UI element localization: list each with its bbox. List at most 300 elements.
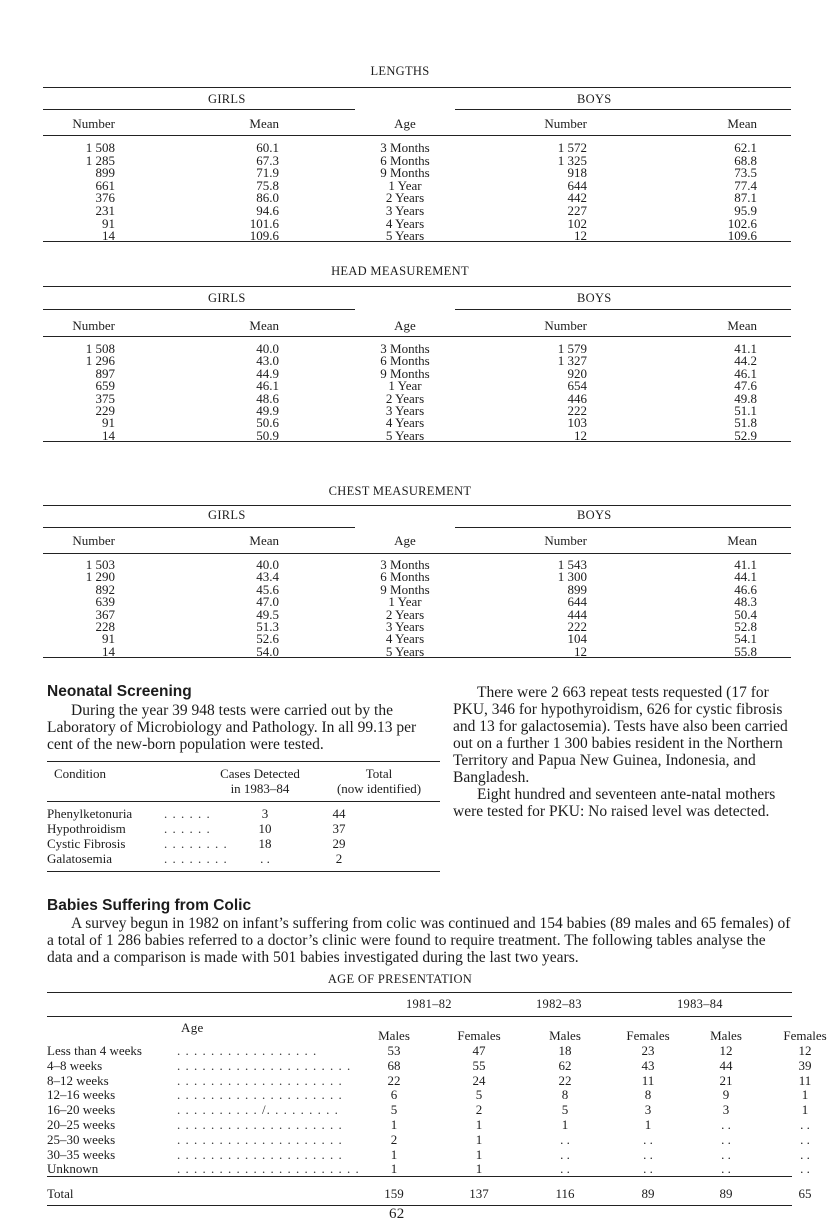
cell-number-boys: 12 [574,427,587,443]
total-value: 89 [719,1186,733,1201]
cell-number-boys: 222 [567,403,587,418]
age-count: 1 [644,1117,652,1132]
cell-number-boys: 1 572 [557,140,587,155]
leader-dots: . . . . . . . . . . . . . . . . . . . . [177,1087,343,1103]
total-value: 89 [641,1186,655,1201]
header-mean-girls: Mean [249,533,279,548]
age-count: 8 [644,1087,652,1103]
age-count: 1 [475,1131,483,1147]
cell-age: 6 Months [380,353,430,369]
cell-number-girls: 897 [95,365,115,381]
rule [455,527,791,528]
total-identified: 37 [332,821,346,836]
cell-number-girls: 661 [95,177,115,193]
leader-dots: . . . . . . . . . . . . . . . . . . . . [177,1131,343,1147]
antenatal-paragraph: Eight hundred and seventeen ante-natal mothers were tested for PKU: No raised level was detected. [453,786,776,820]
cell-mean-girls: 43.0 [256,353,279,369]
cell-mean-boys: 46.1 [734,365,757,381]
cell-number-girls: 1 290 [85,569,115,585]
cell-number-girls: 1 508 [85,341,115,356]
rule [47,871,440,872]
leader-dots: . . . . . . . . . . /. . . . . . . . . [177,1102,339,1118]
rule [43,441,791,442]
cell-age: 9 Months [380,165,430,181]
cell-number-girls: 639 [95,594,115,610]
cell-mean-boys: 95.9 [734,203,757,218]
header-age: Age [394,318,416,333]
cell-mean-boys: 102.6 [727,215,757,231]
cell-age: 3 Years [385,619,425,634]
age-count: 1 [475,1146,483,1162]
cell-mean-boys: 52.8 [734,619,757,634]
rule [43,657,791,658]
cell-mean-girls: 50.9 [256,427,279,443]
rule [43,336,791,337]
cell-number-girls: 899 [95,165,115,181]
cell-number-boys: 104 [567,631,587,647]
cell-mean-girls: 94.6 [256,203,279,218]
leader-dots: . . . . . . . . [164,836,228,851]
females-header: Females [783,1028,827,1043]
cell-mean-girls: 75.8 [256,177,279,193]
age-row [47,1146,810,1162]
cell-age: 1 Year [388,594,422,610]
cell-number-girls: 229 [95,403,115,418]
rule [47,801,440,802]
cell-age: 5 Years [385,228,425,244]
cell-mean-boys: 68.8 [734,152,757,168]
females-header: Females [457,1028,501,1043]
age-row [47,1161,810,1177]
cell-number-boys: 1 543 [557,557,587,572]
age-count: 11 [798,1072,812,1088]
age-row [47,1072,812,1088]
rule [43,87,791,88]
cell-mean-girls: 43.4 [256,569,279,585]
leader-dots: . . . . . . . . . . . . . . . . . . . . [177,1146,343,1162]
column-header-row [0,116,800,131]
cell-mean-girls: 109.6 [249,228,279,244]
age-count: 8 [561,1087,569,1103]
age-count: 39 [798,1057,812,1073]
cell-number-girls: 1 508 [85,140,115,155]
rule [47,1016,792,1017]
age-row [47,1057,812,1073]
age-count: . . [721,1131,731,1147]
age-label: Unknown [47,1161,99,1177]
header-mean-girls: Mean [249,116,279,131]
cell-number-boys: 899 [567,581,587,597]
cell-mean-boys: 44.2 [734,353,757,369]
cell-number-boys: 920 [567,365,587,381]
leader-dots: . . . . . . . . . . . . . . . . . . . . . [177,1057,352,1073]
age-count: . . [721,1146,731,1162]
age-label: Less than 4 weeks [47,1043,142,1058]
age-row [47,1117,810,1132]
age-row [47,1102,809,1118]
rule [47,761,440,762]
cases-detected: 18 [258,836,272,851]
cell-mean-girls: 71.9 [256,165,279,181]
age-count: . . [560,1146,570,1162]
rule [43,286,791,287]
age-count: 22 [558,1072,572,1088]
condition-name: Hypothroidism [47,821,126,836]
leader-dots: . . . . . . . . [164,851,228,866]
cell-age: 6 Months [380,152,430,168]
leader-dots: . . . . . . . . . . . . . . . . . [177,1043,318,1058]
age-count: . . [800,1131,810,1147]
age-count: . . [643,1161,653,1177]
total-value: 116 [555,1186,575,1201]
neonatal-heading: Neonatal Screening [47,683,192,700]
cell-number-girls: 659 [95,378,115,394]
age-count: 1 [801,1087,809,1103]
age-count: 1 [475,1117,483,1132]
cell-number-girls: 376 [95,190,115,206]
cell-age: 3 Months [380,140,430,155]
age-count: 44 [719,1057,733,1073]
cases-detected: . . [260,851,270,866]
cell-mean-girls: 54.0 [256,643,279,659]
lengths-title: LENGTHS [370,64,430,78]
header-number-boys: Number [544,318,587,333]
age-count: 1 [390,1117,398,1132]
boys-label: BOYS [577,291,612,305]
age-count: 12 [719,1043,733,1058]
total-header-line1: Total [365,766,393,781]
age-table-title: AGE OF PRESENTATION [327,972,473,986]
age-count: 1 [475,1161,483,1177]
cell-mean-girls: 50.6 [256,415,279,431]
cell-mean-boys: 50.4 [734,606,757,622]
cell-mean-boys: 52.9 [734,427,757,443]
cell-age: 2 Years [385,190,425,206]
cell-age: 3 Months [380,341,430,356]
cell-mean-boys: 73.5 [734,165,757,181]
total-value: 159 [384,1186,404,1201]
cell-number-boys: 442 [567,190,587,206]
cell-age: 4 Years [385,631,425,647]
age-count: 62 [558,1057,572,1073]
age-label: 8–12 weeks [47,1072,109,1088]
neonatal-intro-text: During the year 39 948 tests were carried out by the Laboratory of Microbiology and Pathology. In all 99.13 per cent of the new-born population were tested. [47,702,417,753]
header-number-boys: Number [544,116,587,131]
cell-number-boys: 444 [567,606,587,622]
header-age: Age [394,116,416,131]
age-row [47,1131,810,1147]
age-count: 68 [387,1057,401,1073]
cell-age: 3 Months [380,557,430,572]
total-identified: 29 [332,836,346,851]
cell-number-girls: 367 [95,606,115,622]
header-number-girls: Number [72,116,115,131]
cell-mean-boys: 87.1 [734,190,757,206]
total-identified: 44 [332,806,346,821]
condition-row [47,806,352,820]
age-count: 3 [644,1102,652,1118]
cases-header [205,766,315,796]
cell-number-girls: 231 [95,203,115,218]
age-label: 4–8 weeks [47,1057,103,1073]
cell-mean-boys: 62.1 [734,140,757,155]
cell-age: 4 Years [385,415,425,431]
colic-paragraph-text: A survey begun in 1982 on infant’s suffering from colic was continued and 154 babies (89 males and 65 females) of a total of 1 286 babies referred to a doctor’s clinic were found to require treatment. The following tables analyse the data and a comparison is made with 501 babies investigated during the last two years. [47,915,791,966]
age-count: 5 [475,1087,483,1103]
header-mean-boys: Mean [727,116,757,131]
age-count: 2 [475,1102,483,1118]
sub-header-row [47,1028,827,1043]
condition-name: Cystic Fibrosis [47,836,126,851]
boys-label: BOYS [577,92,612,106]
cell-number-boys: 1 325 [557,152,587,168]
rule [43,109,355,110]
age-count: 43 [641,1057,655,1073]
rule [43,309,355,310]
cell-mean-girls: 52.6 [256,631,279,647]
rule [47,992,792,993]
age-count: 21 [719,1072,733,1088]
age-count: 47 [472,1043,486,1058]
cell-number-boys: 12 [574,643,587,659]
age-count: 1 [390,1161,398,1177]
cell-mean-girls: 40.0 [256,557,279,572]
condition-header: Condition [54,766,107,781]
cell-number-girls: 375 [95,390,115,406]
age-count: 55 [472,1057,486,1073]
rule [43,135,791,136]
year-1981-82: 1981–82 [406,997,452,1011]
colic-paragraph [47,915,792,966]
cell-mean-girls: 60.1 [256,140,279,155]
leader-dots: . . . . . . [164,821,211,836]
girls-label: GIRLS [208,291,246,305]
cell-number-girls: 1 285 [85,152,115,168]
leader-dots: . . . . . . . . . . . . . . . . . . . . [177,1117,343,1132]
age-count: 6 [390,1087,398,1103]
condition-name: Phenylketonuria [47,806,133,821]
rule [43,241,791,242]
header-number-boys: Number [544,533,587,548]
cell-mean-girls: 44.9 [256,365,279,381]
cell-mean-boys: 44.1 [734,569,757,585]
cell-number-girls: 91 [102,415,115,431]
cell-age: 9 Months [380,365,430,381]
column-header-row [0,318,800,333]
cell-mean-girls: 86.0 [256,190,279,206]
rule [47,1205,792,1206]
total-identified: 2 [335,851,343,866]
cell-number-girls: 14 [102,643,115,659]
cell-number-boys: 654 [567,378,587,394]
cell-mean-boys: 41.1 [734,341,757,356]
age-count: 1 [561,1117,569,1132]
cell-number-boys: 1 327 [557,353,587,369]
age-count: 9 [722,1087,730,1103]
age-count: 1 [390,1146,398,1162]
condition-row [47,851,352,865]
age-count: . . [560,1161,570,1177]
cell-age: 5 Years [385,427,425,443]
page-number: 62 [389,1206,405,1222]
cell-mean-girls: 46.1 [256,378,279,394]
total-header-line2: (now identified) [336,781,422,796]
age-count: . . [560,1131,570,1147]
age-label: 16–20 weeks [47,1102,116,1118]
age-count: . . [800,1146,810,1162]
cell-number-boys: 644 [567,594,587,610]
cell-number-girls: 892 [95,581,115,597]
cell-mean-girls: 51.3 [256,619,279,634]
cell-mean-boys: 41.1 [734,557,757,572]
condition-row [47,821,352,835]
age-count: 53 [387,1043,401,1058]
girls-label: GIRLS [208,92,246,106]
age-count: 5 [561,1102,569,1118]
age-count: 24 [472,1072,486,1088]
cell-number-boys: 1 579 [557,341,587,356]
age-count: 22 [387,1072,401,1088]
cases-header-line1: Cases Detected [220,766,300,781]
rule [43,505,791,506]
total-row [47,1186,812,1201]
cell-number-girls: 228 [95,619,115,634]
cell-age: 4 Years [385,215,425,231]
cell-number-girls: 91 [102,631,115,647]
girls-label: GIRLS [208,508,246,522]
cell-mean-girls: 101.6 [249,215,279,231]
cell-number-boys: 102 [567,215,587,231]
repeat-tests-paragraph: There were 2 663 repeat tests requested (17 for PKU, 346 for hypothyroidism, 626 for cystic fibrosis and 13 for galactosemia). Tests have also been carried out on a further 1 300 babies resident in the Northern Territory and Papua New Guinea, Indonesia, and Bangladesh. [453,684,788,786]
head-title: HEAD MEASUREMENT [331,264,469,278]
age-row [47,1087,809,1103]
males-header: Males [710,1028,742,1043]
year-1982-83: 1982–83 [536,997,582,1011]
rule [455,309,791,310]
cell-number-boys: 103 [567,415,587,431]
cell-number-boys: 446 [567,390,587,406]
cell-mean-boys: 55.8 [734,643,757,659]
cell-mean-boys: 46.6 [734,581,757,597]
cases-detected: 10 [258,821,272,836]
cell-mean-girls: 45.6 [256,581,279,597]
cell-mean-boys: 47.6 [734,378,757,394]
cell-age: 9 Months [380,581,430,597]
age-count: . . [643,1131,653,1147]
cell-mean-boys: 109.6 [727,228,757,244]
age-label: 30–35 weeks [47,1146,116,1162]
cell-number-boys: 918 [567,165,587,181]
cell-number-girls: 91 [102,215,115,231]
age-count: 3 [722,1102,730,1118]
cell-number-girls: 14 [102,228,115,244]
total-value: 137 [469,1186,489,1201]
header-number-girls: Number [72,318,115,333]
cell-age: 2 Years [385,390,425,406]
cell-number-girls: 1 503 [85,557,115,572]
cell-number-girls: 14 [102,427,115,443]
rule [47,1176,792,1177]
age-row [47,1043,812,1058]
cell-number-boys: 12 [574,228,587,244]
cell-mean-girls: 49.5 [256,606,279,622]
cell-age: 6 Months [380,569,430,585]
cell-number-girls: 1 296 [85,353,115,369]
age-count: . . [643,1146,653,1162]
age-label: 12–16 weeks [47,1087,116,1103]
age-count: 23 [641,1043,655,1058]
cell-mean-boys: 77.4 [734,177,757,193]
cell-mean-girls: 47.0 [256,594,279,610]
females-header: Females [626,1028,670,1043]
cell-number-boys: 227 [567,203,587,218]
total-header [318,766,440,796]
total-value: 65 [798,1186,812,1201]
cell-mean-boys: 48.3 [734,594,757,610]
column-header-row [0,533,800,548]
age-count: . . [721,1161,731,1177]
age-count: . . [800,1117,810,1132]
age-header: Age [181,1020,204,1035]
header-mean-boys: Mean [727,318,757,333]
cell-age: 3 Years [385,203,425,218]
cell-mean-boys: 51.8 [734,415,757,431]
cell-age: 3 Years [385,403,425,418]
colic-heading: Babies Suffering from Colic [47,897,252,914]
cell-mean-boys: 49.8 [734,390,757,406]
leader-dots: . . . . . . . . . . . . . . . . . . . . [177,1072,343,1088]
rule [455,109,791,110]
cases-header-line2: in 1983–84 [230,781,290,796]
total-label: Total [47,1186,74,1201]
header-number-girls: Number [72,533,115,548]
cell-mean-boys: 54.1 [734,631,757,647]
header-mean-boys: Mean [727,533,757,548]
condition-row [47,836,352,850]
males-header: Males [549,1028,581,1043]
age-count: 5 [390,1102,398,1118]
cell-number-boys: 222 [567,619,587,634]
cell-mean-boys: 51.1 [734,403,757,418]
leader-dots: . . . . . . [164,806,211,821]
cell-age: 2 Years [385,606,425,622]
cell-age: 1 Year [388,177,422,193]
cell-number-boys: 1 300 [557,569,587,585]
chest-title: CHEST MEASUREMENT [328,484,472,498]
cases-detected: 3 [261,806,269,821]
age-count: . . [800,1161,810,1177]
cell-mean-girls: 67.3 [256,152,279,168]
cell-mean-girls: 48.6 [256,390,279,406]
boys-label: BOYS [577,508,612,522]
males-header: Males [378,1028,410,1043]
cell-age: 5 Years [385,643,425,659]
header-mean-girls: Mean [249,318,279,333]
age-count: 1 [801,1102,809,1118]
header-age: Age [394,533,416,548]
age-count: 2 [390,1131,398,1147]
rule [43,553,791,554]
condition-name: Galatosemia [47,851,112,866]
leader-dots: . . . . . . . . . . . . . . . . . . . . . . [177,1161,360,1177]
cell-mean-girls: 49.9 [256,403,279,418]
rule [43,527,355,528]
cell-mean-girls: 40.0 [256,341,279,356]
cell-age: 1 Year [388,378,422,394]
age-label: 20–25 weeks [47,1117,116,1132]
cell-number-boys: 644 [567,177,587,193]
age-count: . . [721,1117,731,1132]
